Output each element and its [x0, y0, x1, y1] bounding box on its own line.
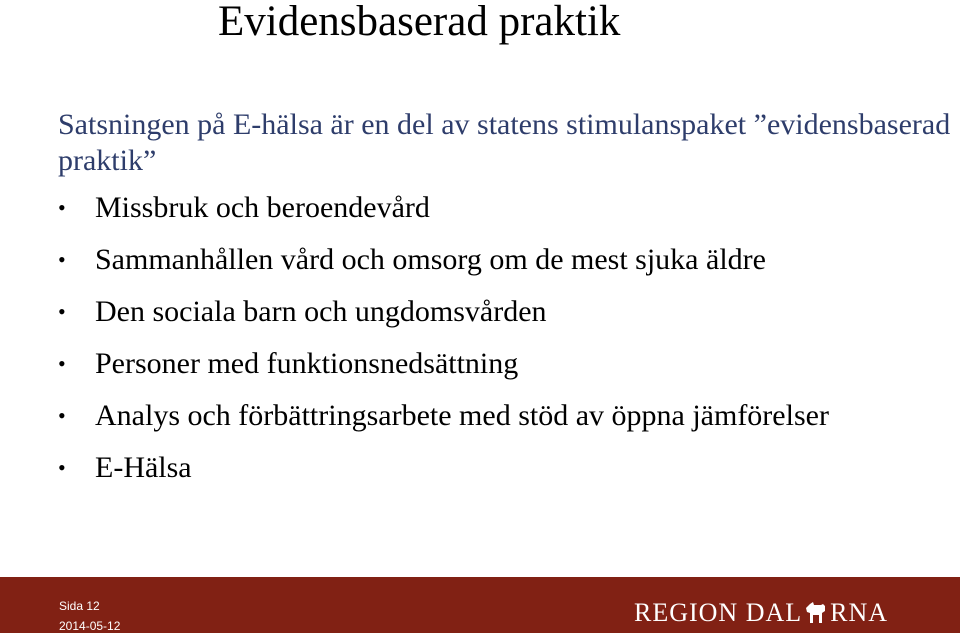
bullet-text: Den sociala barn och ungdomsvården: [95, 295, 547, 328]
logo-text-right: RNA: [830, 598, 889, 627]
intro-text: Satsningen på E-hälsa är en del av statens stimulanspaket ”evidensbaserad praktik”: [58, 108, 951, 177]
page-number: Sida 12: [59, 599, 100, 613]
region-dalarna-logo: [634, 598, 888, 628]
footer-bar: [0, 577, 960, 633]
slide-title: Evidensbaserad praktik: [218, 0, 621, 45]
list-item: [58, 346, 915, 382]
bullet-text: Analys och förbättringsarbete med stöd av öppna jämförelser: [95, 399, 829, 432]
bullet-icon: •: [58, 455, 66, 480]
bullet-text: E-Hälsa: [95, 451, 192, 484]
list-item: [58, 242, 915, 278]
bullet-text: Personer med funktionsnedsättning: [95, 347, 519, 380]
list-item: [58, 398, 915, 434]
dala-horse-icon: [803, 601, 829, 625]
bullet-icon: •: [58, 351, 66, 376]
bullet-icon: •: [58, 195, 66, 220]
list-item: [58, 450, 915, 486]
bullet-text: Missbruk och beroendevård: [95, 191, 430, 224]
list-item: [58, 294, 915, 330]
bullet-icon: •: [58, 299, 66, 324]
bullet-icon: •: [58, 403, 66, 428]
bullet-text: Sammanhållen vård och omsorg om de mest sjuka äldre: [95, 243, 766, 276]
logo-text-left: REGION DAL: [634, 598, 803, 627]
list-item: [58, 190, 915, 226]
footer-date: 2014-05-12: [59, 619, 121, 633]
bullet-list: [58, 190, 915, 502]
bullet-icon: •: [58, 247, 66, 272]
